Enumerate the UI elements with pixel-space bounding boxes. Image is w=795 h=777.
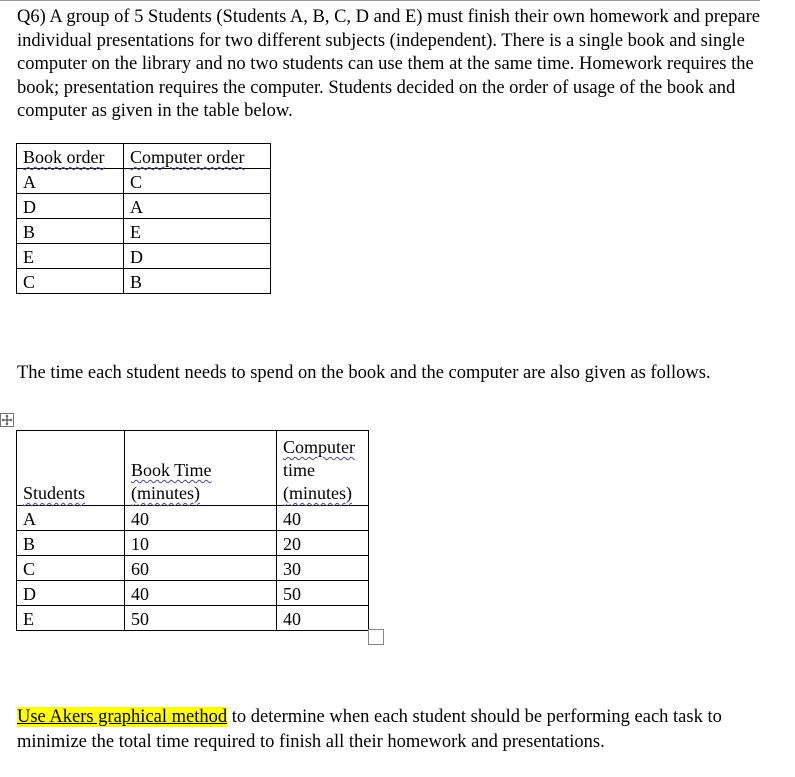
- time-table-header: [17, 431, 369, 506]
- computer-time-cell: 20: [277, 531, 369, 556]
- table-row: [17, 581, 369, 606]
- computer-time-cell: 40: [277, 506, 369, 531]
- book-order-header: Book order: [17, 144, 124, 169]
- computer-time-cell: 50: [277, 581, 369, 606]
- student-cell: D: [17, 581, 125, 606]
- instruction-paragraph: [17, 705, 777, 755]
- text-cursor: [368, 432, 369, 452]
- book-time-cell: 10: [125, 531, 277, 556]
- order-table: [16, 143, 271, 294]
- table-row: [17, 194, 271, 219]
- time-intro-paragraph: The time each student needs to spend on the book and the computer are also given as follows.: [17, 363, 711, 383]
- computer-order-header: Computer order: [124, 144, 271, 169]
- book-order-cell: A: [17, 169, 124, 194]
- student-cell: B: [17, 531, 125, 556]
- table-row: [17, 269, 271, 294]
- book-order-cell: D: [17, 194, 124, 219]
- book-order-cell: C: [17, 269, 124, 294]
- table-row: [17, 244, 271, 269]
- book-time-cell: 40: [125, 581, 277, 606]
- table-row: [17, 169, 271, 194]
- table-row: [17, 556, 369, 581]
- computer-time-cell: 30: [277, 556, 369, 581]
- book-order-cell: E: [17, 244, 124, 269]
- table-move-handle[interactable]: [0, 413, 14, 427]
- computer-time-cell: 40: [277, 606, 369, 631]
- student-cell: E: [17, 606, 125, 631]
- book-time-header: Book Time (minutes): [125, 431, 277, 506]
- book-order-cell: B: [17, 219, 124, 244]
- student-cell: C: [17, 556, 125, 581]
- highlighted-method-text: Use Akers graphical method: [17, 707, 228, 727]
- time-table: [16, 430, 369, 631]
- book-time-cell: 50: [125, 606, 277, 631]
- computer-order-cell: D: [124, 244, 271, 269]
- order-table-header: [17, 144, 271, 169]
- table-row: [17, 531, 369, 556]
- book-time-cell: 40: [125, 506, 277, 531]
- computer-order-cell: C: [124, 169, 271, 194]
- students-header: Students: [17, 431, 125, 506]
- student-cell: A: [17, 506, 125, 531]
- table-row: [17, 506, 369, 531]
- instruction-rest-text: to determine when each student should be performing each task to minimize the total time required to finish all their homework and presentations.: [17, 707, 722, 752]
- table-row: [17, 219, 271, 244]
- page-top-border: [0, 0, 760, 1]
- computer-order-cell: A: [124, 194, 271, 219]
- computer-time-header: Computer time (minutes): [277, 431, 369, 506]
- move-arrows-icon: [1, 414, 13, 426]
- table-row: [17, 606, 369, 631]
- question-paragraph: Q6) A group of 5 Students (Students A, B, C, D and E) must finish their own homework and prepare individual presentations for two different subjects (independent). There is a single book and single computer on the library and no two students can use them at the same time. Homework requires the book; presentation requires the computer. Students decided on the order of usage of the book and computer as given in the table below.: [17, 7, 760, 121]
- computer-order-cell: E: [124, 219, 271, 244]
- resize-handle-icon[interactable]: [368, 629, 384, 645]
- computer-order-cell: B: [124, 269, 271, 294]
- book-time-cell: 60: [125, 556, 277, 581]
